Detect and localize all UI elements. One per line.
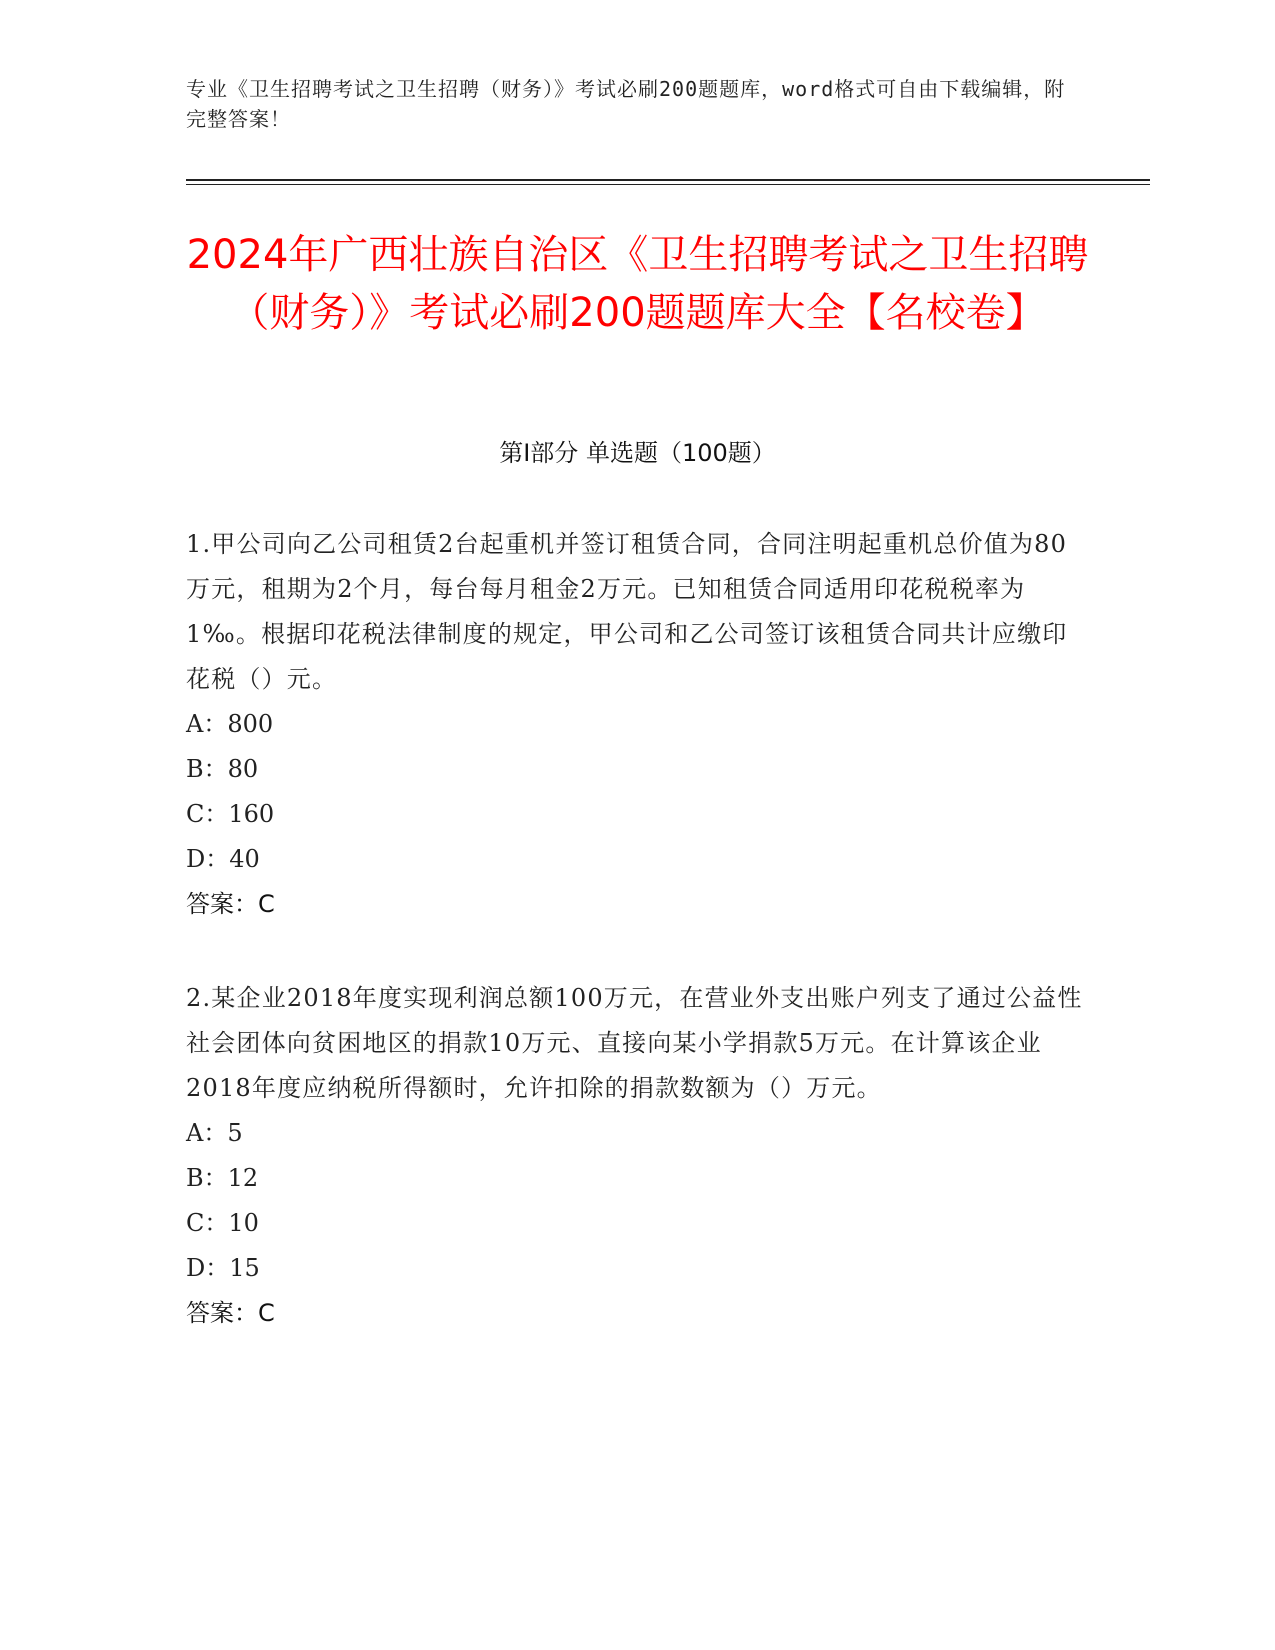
option-c: C：10	[186, 1209, 259, 1237]
question-2	[186, 976, 1086, 1336]
header-rule-thick	[186, 179, 1150, 181]
question-stem: 1.甲公司向乙公司租赁2台起重机并签订租赁合同，合同注明起重机总价值为80万元，租期为2个月，每台每月租金2万元。已知租赁合同适用印花税税率为1‰。根据印花税法律制度的规定，甲公司和乙公司签订该租赁合同共计应缴印花税（）元。	[186, 530, 1068, 693]
question-1	[186, 522, 1086, 927]
option-c: C：160	[186, 800, 275, 828]
option-d: D：40	[186, 845, 260, 873]
option-b: B：12	[186, 1164, 259, 1192]
option-a: A：800	[186, 710, 274, 738]
document-title: 2024年广西壮族自治区《卫生招聘考试之卫生招聘（财务）》考试必刷200题题库大全【名校卷】	[186, 232, 1089, 336]
option-b: B：80	[186, 755, 259, 783]
option-a: A：5	[186, 1119, 243, 1147]
section-heading: 第I部分 单选题（100题）	[499, 439, 776, 467]
header-note: 专业《卫生招聘考试之卫生招聘（财务）》考试必刷200题题库，word格式可自由下载编辑，附完整答案！	[186, 77, 1066, 131]
header-rule-thin	[186, 184, 1150, 185]
option-d: D：15	[186, 1254, 260, 1282]
question-stem: 2.某企业2018年度实现利润总额100万元，在营业外支出账户列支了通过公益性社会团体向贫困地区的捐款10万元、直接向某小学捐款5万元。在计算该企业2018年度应纳税所得额时，允许扣除的捐款数额为（）万元。	[186, 984, 1083, 1102]
answer-line: 答案：C	[186, 890, 275, 918]
answer-line: 答案：C	[186, 1299, 275, 1327]
